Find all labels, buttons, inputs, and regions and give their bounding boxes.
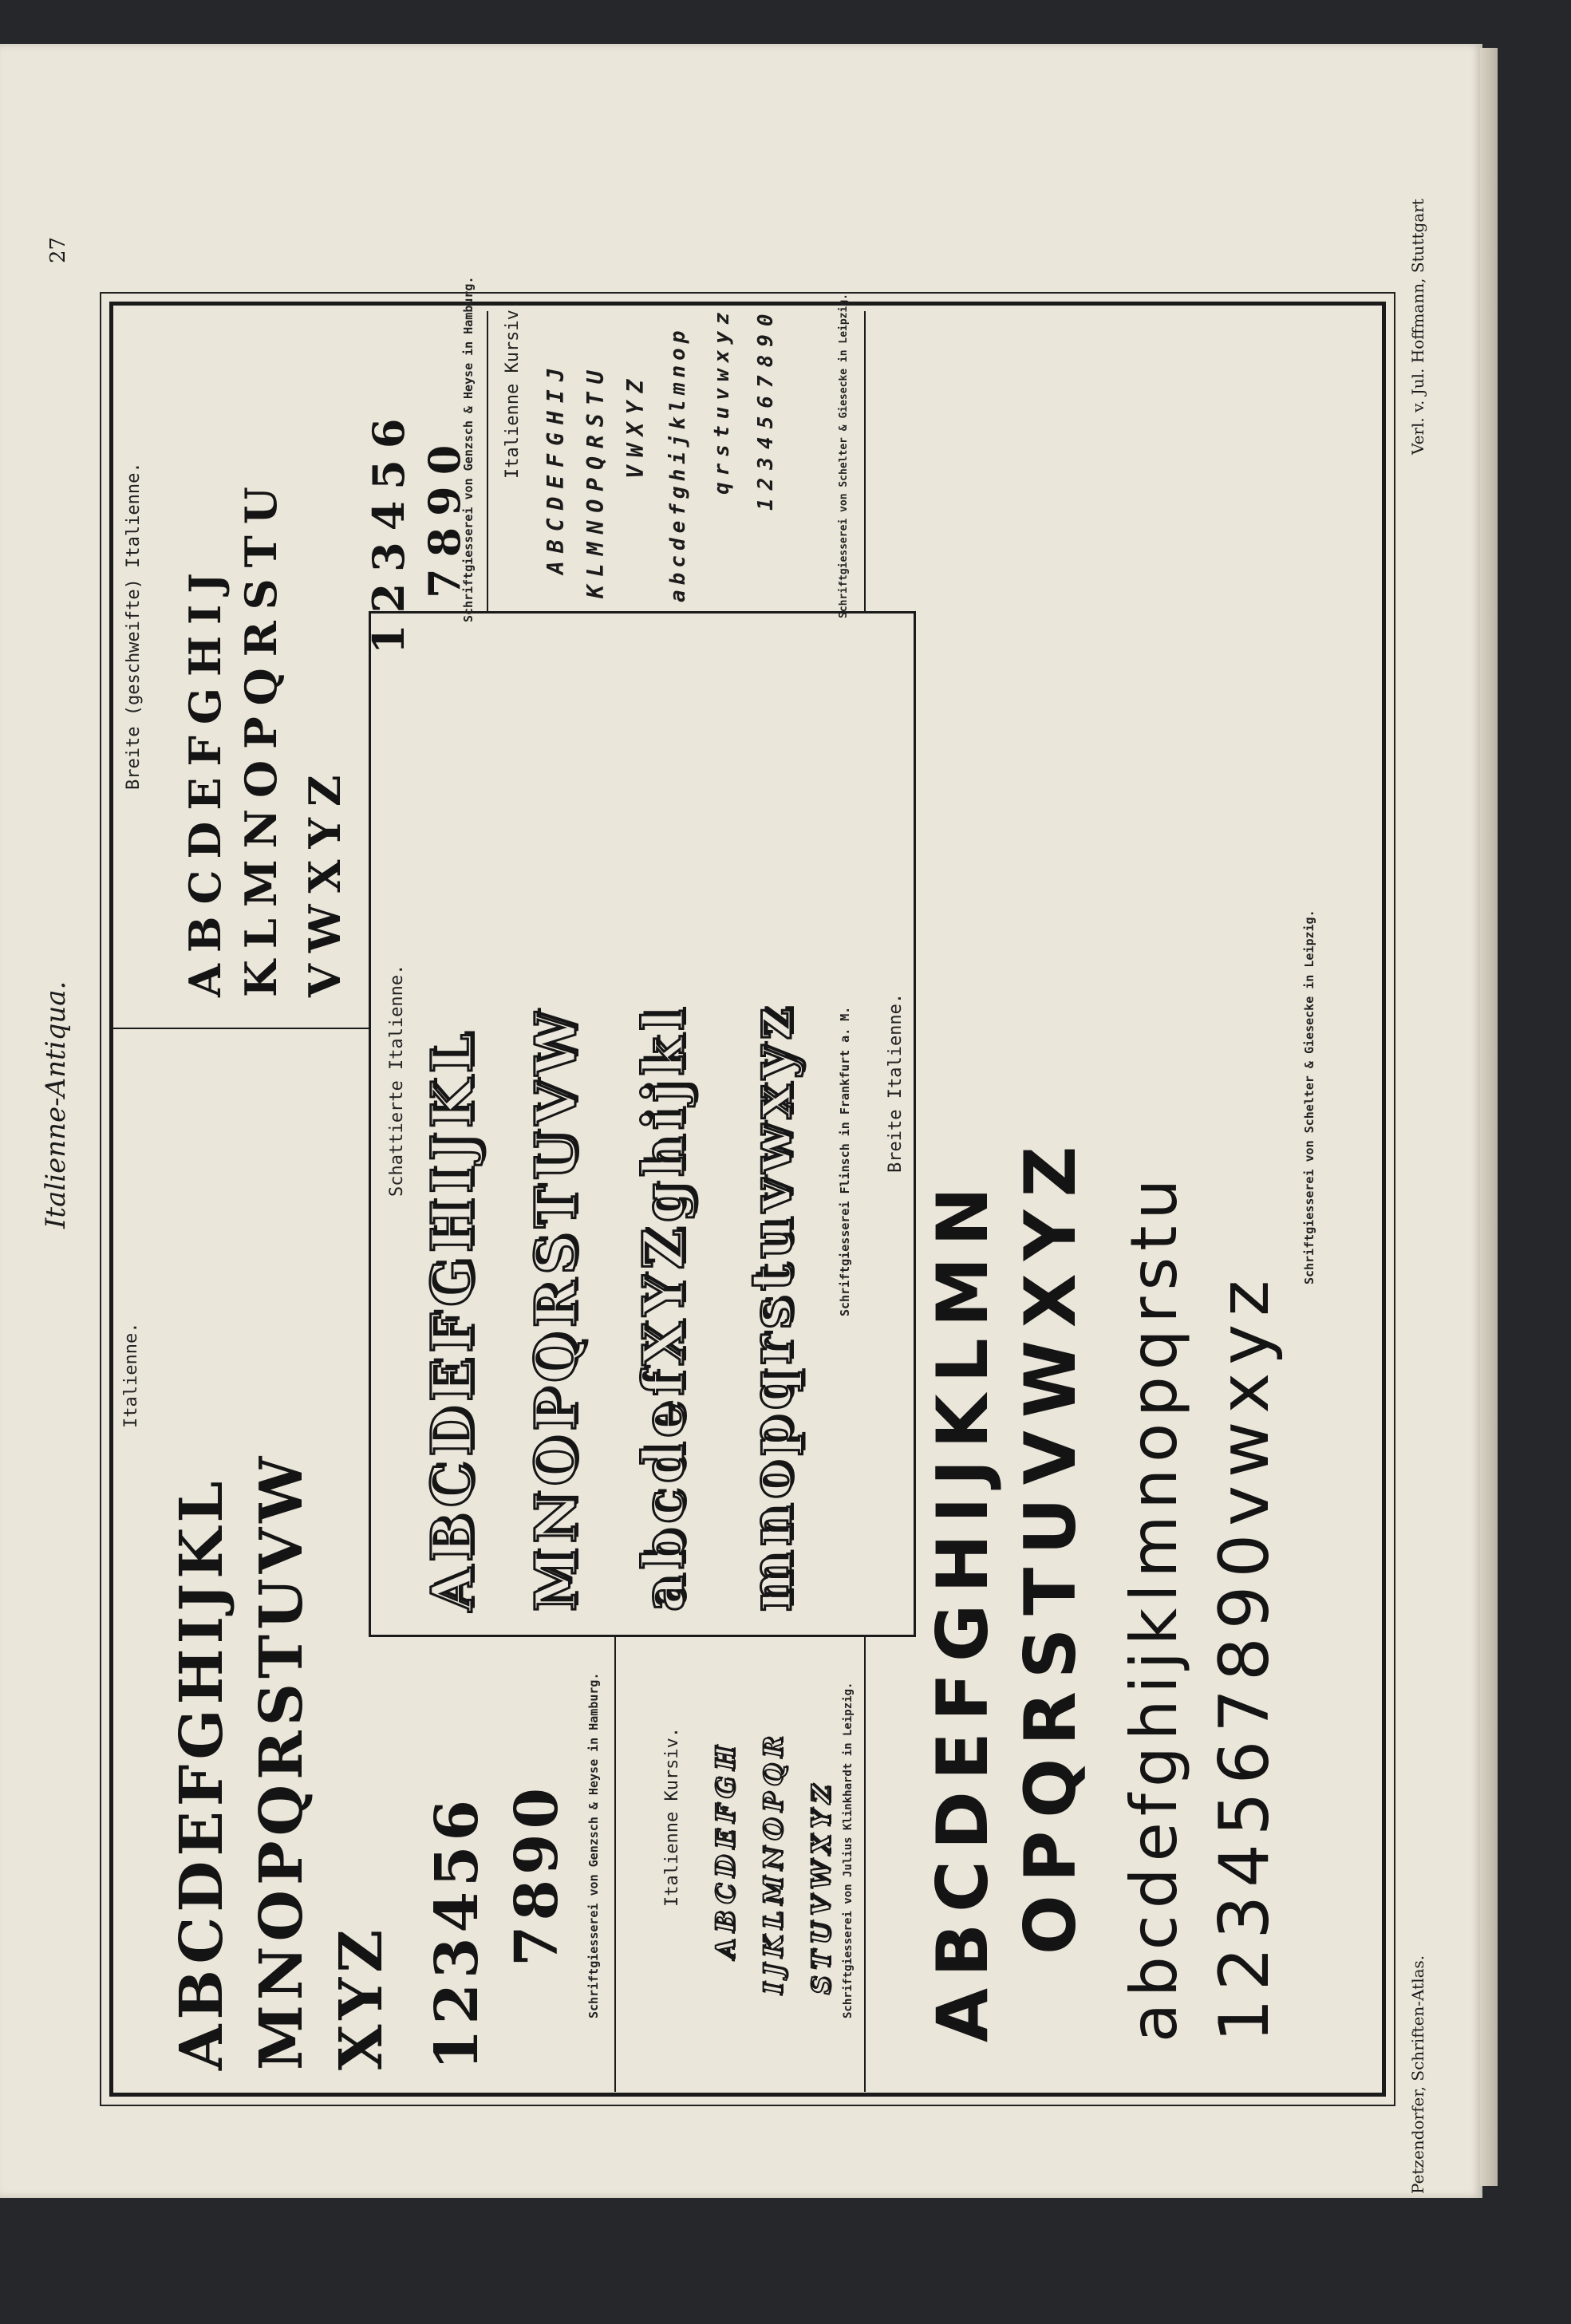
kursiv-right-line-5: qrstuvwxyz xyxy=(710,306,734,495)
schattierte-credit: Schriftgiesserei Flinsch in Frankfurt a. M. xyxy=(838,1006,852,1316)
rotated-plate xyxy=(24,128,1460,2218)
italienne-line-4: 123456 xyxy=(423,1795,491,2070)
breite-italienne-line-1: ABCDEFGHIJKLMN xyxy=(922,1176,1004,2042)
kursiv-right-label: Italienne Kursiv. xyxy=(503,298,523,479)
breite-geschweifte-line-1: ABCDEFGHIJ xyxy=(180,562,231,997)
kursiv-right-line-2: KLMNOPQRSTU xyxy=(582,362,609,598)
breite-geschweifte-line-3: VWXYZ xyxy=(299,763,350,997)
breite-italienne-line-4: 1234567890vwxyz xyxy=(1205,1272,1285,2042)
page-edge xyxy=(1480,48,1498,2186)
schattierte-label: Schattierte Italienne. xyxy=(387,964,407,1197)
breite-italienne-line-2: OPQRSTUVWXYZ xyxy=(1009,1133,1091,1955)
schattierte-line-4: mnopqrstuvwxyz xyxy=(738,1001,804,1612)
kursiv-right-line-1: ABCDEFGHIJ xyxy=(543,360,569,574)
kursiv-right-line-6: 1234567890 xyxy=(754,306,778,511)
schattierte-line-3: abcdefXYZghijkl xyxy=(630,1003,697,1612)
footer-right: Verl. v. Jul. Hoffmann, Stuttgart xyxy=(1408,199,1427,455)
kursiv-right-credit: Schriftgiesserei von Schelter & Giesecke in Leipzig. xyxy=(838,294,850,618)
kursiv-right-line-4: abcdefghijklmnop xyxy=(666,326,690,602)
italienne-label: Italienne. xyxy=(121,1322,141,1428)
italienne-line-2: MNOPQRSTUVW xyxy=(247,1451,316,2070)
schattierte-line-1: ABCDEFGHIJKL xyxy=(419,1027,485,1612)
italienne-line-5: 7890 xyxy=(503,1783,571,1967)
breite-geschweifte-credit: Schriftgiesserei von Genzsch & Heyse in Hamburg. xyxy=(461,276,476,622)
kursiv-left-label: Italienne Kursiv. xyxy=(662,1726,682,1907)
kursiv-right-line-3: VWXYZ xyxy=(622,371,649,479)
breite-italienne-line-3: abcdefghijklmnopqrstu xyxy=(1117,1172,1191,2042)
page-number: 27 xyxy=(46,236,70,263)
breite-italienne-label: Breite Italienne. xyxy=(886,992,906,1173)
italienne-line-3: XYZ xyxy=(327,1924,396,2070)
page-title: Italienne-Antiqua. xyxy=(40,980,72,1229)
kursiv-left-line-3: STUVWXYZ xyxy=(806,1778,836,1995)
rule-right-horizontal xyxy=(487,311,488,622)
kursiv-left-line-2: IJKLMNOPQR xyxy=(758,1730,788,1995)
breite-italienne-credit: Schriftgiesserei von Schelter & Giesecke in Leipzig. xyxy=(1302,909,1316,1284)
breite-geschweifte-line-5: 7890 xyxy=(419,433,470,598)
schattierte-line-2: MNOPQRSTUVW xyxy=(523,1006,589,1612)
breite-geschweifte-line-2: KLMNOPQRSTU xyxy=(235,475,286,997)
italienne-credit: Schriftgiesserei von Genzsch & Heyse in Hamburg. xyxy=(586,1672,601,2018)
italienne-line-1: ABCDEFGHIJKL xyxy=(168,1476,236,2070)
footer-left: Petzendorfer, Schriften-Atlas. xyxy=(1408,1955,1427,2194)
breite-geschweifte-label: Breite (geschweifte) Italienne. xyxy=(124,462,144,790)
rule-left-horizontal xyxy=(614,1637,616,2092)
breite-geschweifte-line-4: 123456 xyxy=(363,407,414,654)
kursiv-left-credit: Schriftgiesserei von Julius Klinkhardt in Leipzig. xyxy=(842,1682,855,2018)
kursiv-left-line-1: ABCDEFGH xyxy=(710,1739,740,1959)
